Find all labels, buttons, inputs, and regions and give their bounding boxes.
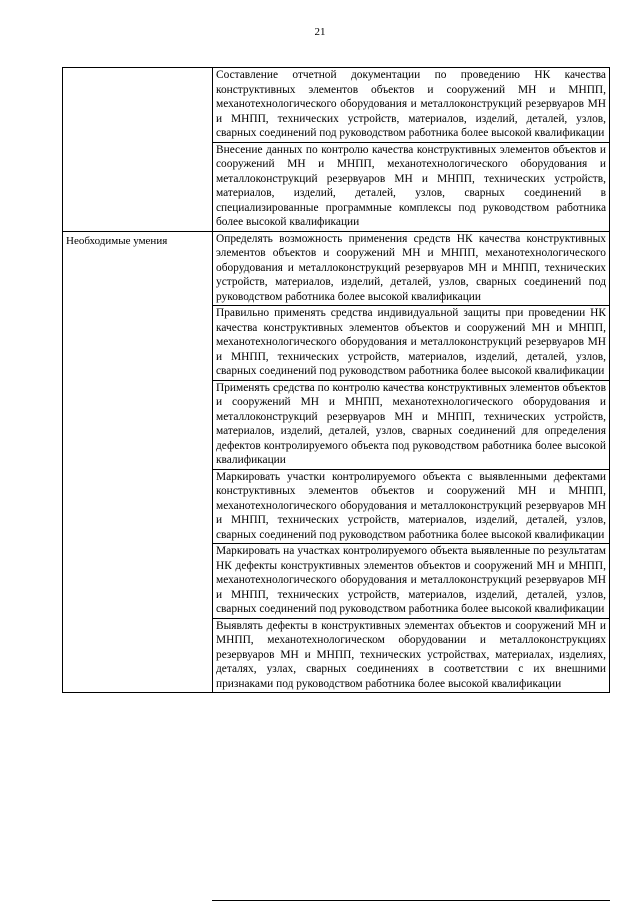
skill-text: Определять возможность применения средств НК качества конструктивных элементов объектов и сооружений МН и МНПП, механотехнологического оборудования и металлоконструкций резервуаров МН и МНПП, технических устройств, материалов, изделий, деталей, узлов, сварных соединений под руководством работника более высокой квалификации [213,231,610,306]
labor-action-text: Составление отчетной документации по проведению НК качества конструктивных элементов объектов и сооружений МН и МНПП, механотехнологического оборудования и металлоконструкций резервуаров МН и МНПП, технических устройств, материалов, изделий, деталей, узлов, сварных соединений под руководством работника более высокой квалификации [213,68,610,143]
footer-divider [212,900,610,901]
skill-text: Правильно применять средства индивидуальной защиты при проведении НК качества конструктивных элементов объектов и сооружений МН и МНПП, механотехнологического оборудования и металлоконструкций резервуаров МН и МНПП, технических устройств, материалов, изделий, деталей, узлов, сварных соединений под руководством работника более высокой квалификации [213,306,610,381]
labor-action-text: Внесение данных по контролю качества конструктивных элементов объектов и сооружений МН и МНПП, механотехнологического оборудования и металлоконструкций резервуаров МН и МНПП, технических устройств, материалов, изделий, деталей, узлов, сварных соединений в специализированные программные комплексы под руководством работника более высокой квалификации [213,142,610,231]
requirements-table [62,67,610,693]
table-row [63,231,610,306]
row-label-cell [63,68,213,232]
required-skills-label: Необходимые умения [63,231,213,693]
skill-text: Маркировать участки контролируемого объекта с выявленными дефектами конструктивных элементов объектов и сооружений МН и МНПП, механотехнологического оборудования и металлоконструкций резервуаров МН и МНПП, технических устройств, материалов, изделий, деталей, узлов, сварных соединений под руководством работника более высокой квалификации [213,469,610,544]
skill-text: Применять средства по контролю качества конструктивных элементов объектов и сооружений МН и МНПП, механотехнологического оборудования и металлоконструкций резервуаров МН и МНПП, технических устройств, материалов, изделий, деталей, узлов, сварных соединений для определения дефектов контролируемого объекта под руководством работника более высокой квалификации [213,380,610,469]
table-row [63,68,610,143]
page-number: 21 [314,26,326,38]
skill-text: Выявлять дефекты в конструктивных элементах объектов и сооружений МН и МНПП, механотехнологическом оборудовании и металлоконструкциях резервуаров МН и МНПП, технических устройствах, материалах, изделиях, деталях, узлах, сварных соединениях в соответствии с их внешними признаками под руководством работника более высокой квалификации [213,618,610,693]
skill-text: Маркировать на участках контролируемого объекта выявленные по результатам НК дефекты конструктивных элементов объектов и сооружений МН и МНПП, механотехнологического оборудования и металлоконструкций резервуаров МН и МНПП, технических устройств, материалов, изделий, деталей, узлов, сварных соединений под руководством работника более высокой квалификации [213,544,610,619]
